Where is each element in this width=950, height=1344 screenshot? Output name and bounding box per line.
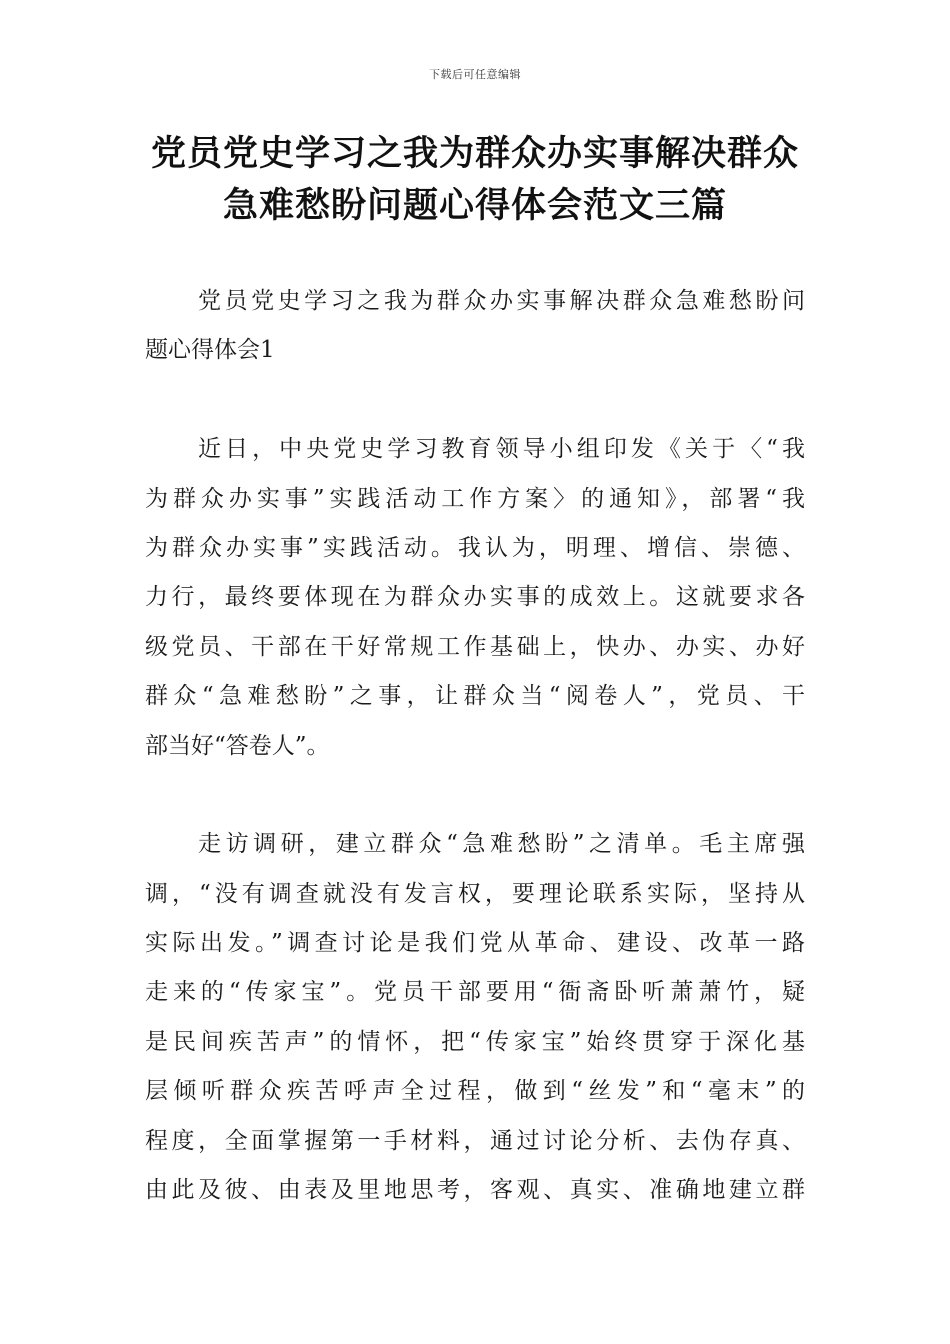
paragraph-line: 为群众办实事”实践活动。我认为，明理、增信、崇德、 bbox=[145, 534, 805, 561]
paragraph-line: 为群众办实事”实践活动工作方案〉的通知》，部署“我 bbox=[145, 485, 805, 512]
paragraph-gap bbox=[145, 376, 805, 425]
paragraph-line: 是民间疾苦声”的情怀，把“传家宝”始终贯穿于深化基 bbox=[145, 1028, 805, 1055]
paragraph-line: 部当好“答卷人”。 bbox=[145, 732, 330, 759]
paragraph-line: 走来的“传家宝”。党员干部要用“衙斋卧听萧萧竹，疑 bbox=[145, 979, 805, 1006]
paragraph-line: 程度，全面掌握第一手材料，通过讨论分析、去伪存真、 bbox=[145, 1127, 805, 1154]
paragraph-line: 近日，中央党史学习教育领导小组印发《关于〈“我 bbox=[198, 436, 805, 463]
document-title bbox=[120, 128, 830, 232]
title-line: 党员党史学习之我为群众办实事解决群众 bbox=[150, 134, 799, 174]
paragraph-gap bbox=[145, 771, 805, 820]
paragraph-line: 层倾听群众疾苦呼声全过程，做到“丝发”和“毫末”的 bbox=[145, 1078, 805, 1105]
subtitle-line: 党员党史学习之我为群众办实事解决群众急难愁盼问 bbox=[198, 288, 805, 314]
paragraph-line: 走访调研，建立群众“急难愁盼”之清单。毛主席强 bbox=[198, 831, 805, 858]
paragraph-line: 级党员、干部在干好常规工作基础上，快办、办实、办好 bbox=[145, 633, 805, 660]
paragraph-line: 力行，最终要体现在为群众办实事的成效上。这就要求各 bbox=[145, 584, 805, 611]
subtitle-line: 题心得体会1 bbox=[145, 337, 275, 364]
paragraph-line: 实际出发。”调查讨论是我们党从革命、建设、改革一路 bbox=[145, 930, 805, 957]
header-note: 下载后可任意编辑 bbox=[429, 68, 521, 81]
document-body bbox=[145, 277, 805, 1215]
paragraph-line: 由此及彼、由表及里地思考，客观、真实、准确地建立群 bbox=[145, 1177, 805, 1204]
title-line: 急难愁盼问题心得体会范文三篇 bbox=[222, 186, 727, 226]
paragraph-line: 调，“没有调查就没有发言权，要理论联系实际，坚持从 bbox=[145, 880, 805, 907]
paragraph-line: 群众“急难愁盼”之事，让群众当“阅卷人”，党员、干 bbox=[145, 683, 805, 710]
